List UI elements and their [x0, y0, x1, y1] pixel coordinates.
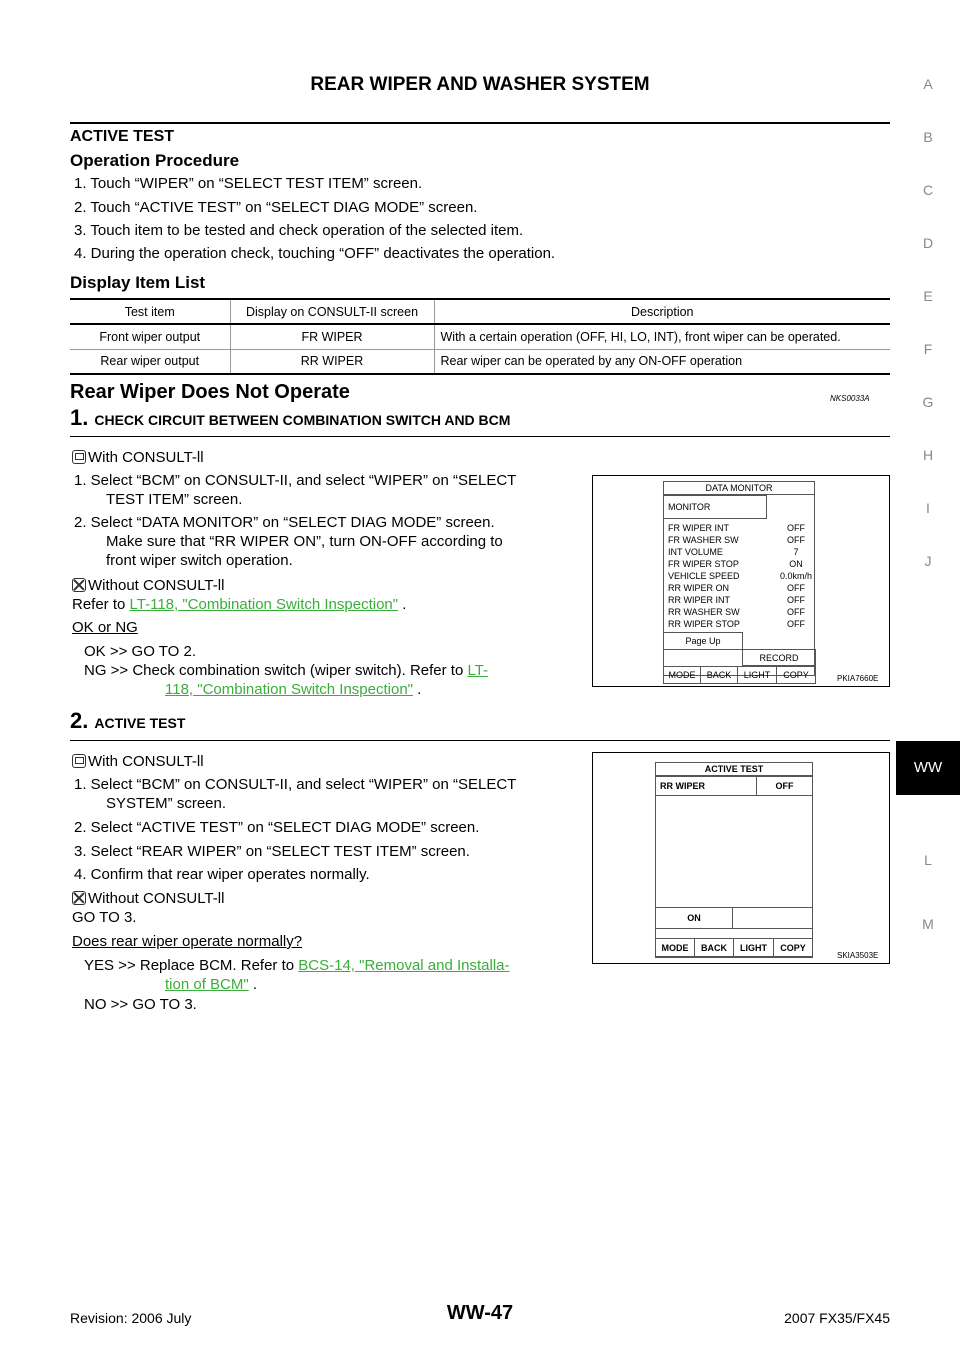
active-test-screen — [655, 762, 813, 957]
rr-wiper-value: OFF — [756, 776, 813, 796]
without-consult-2 — [72, 889, 224, 908]
step-2-heading — [70, 708, 185, 734]
side-index-m[interactable]: M — [922, 916, 934, 932]
monitor-row-label: VEHICLE SPEED — [668, 571, 740, 581]
with-consult-2 — [72, 752, 204, 771]
step2-item-1b: SYSTEM” screen. — [106, 795, 227, 812]
display-item-list-title: Display Item List — [70, 273, 206, 292]
monitor-row — [668, 534, 818, 546]
monitor-row-label: RR WIPER STOP — [668, 619, 740, 629]
figure-id: SKIA3503E — [837, 951, 879, 960]
on-button[interactable]: ON — [655, 907, 733, 929]
goto-3: GO TO 3. — [72, 909, 137, 926]
ng-suffix: . — [413, 681, 422, 698]
step-1-number: 1. — [70, 405, 89, 430]
monitor-row-value: OFF — [787, 523, 805, 533]
step2-item-2: 2. Select “ACTIVE TEST” on “SELECT DIAG MODE” screen. — [74, 819, 480, 836]
monitor-row-value: OFF — [787, 535, 805, 545]
refer-prefix: Refer to — [72, 596, 130, 613]
ng-result — [84, 661, 488, 680]
monitor-row-value: OFF — [787, 583, 805, 593]
procedure-step-2: 2. Touch “ACTIVE TEST” on “SELECT DIAG MODE” screen. — [74, 199, 478, 216]
copy-button[interactable]: COPY — [776, 666, 816, 684]
table-cell: With a certain operation (OFF, HI, LO, INT), front wiper can be operated. — [440, 329, 841, 344]
side-index-b[interactable]: B — [923, 129, 933, 145]
question-label: Does rear wiper operate normally? — [72, 933, 303, 950]
monitor-row — [668, 582, 818, 594]
record-button[interactable]: RECORD — [742, 649, 816, 666]
table-row — [70, 324, 890, 349]
data-monitor-title: DATA MONITOR — [663, 481, 815, 495]
side-index-a[interactable]: A — [923, 76, 933, 92]
copy-button[interactable]: COPY — [773, 938, 813, 958]
monitor-row-label: RR WASHER SW — [668, 607, 740, 617]
back-button[interactable]: BACK — [694, 938, 734, 958]
table-cell: Rear wiper can be operated by any ON-OFF operation — [440, 354, 743, 369]
monitor-row-value: OFF — [787, 607, 805, 617]
refer-line — [72, 595, 406, 614]
active-test-title: ACTIVE TEST — [70, 128, 175, 145]
section-code: NKS0033A — [830, 394, 870, 403]
monitor-row — [668, 606, 818, 618]
yes-suffix: . — [248, 976, 258, 993]
monitor-row — [668, 546, 818, 558]
step-1-rule — [70, 436, 890, 437]
page-up-button[interactable]: Page Up — [663, 632, 743, 650]
footer-revision: Revision: 2006 July — [70, 1310, 192, 1326]
with-consult-label: With CONSULT-ll — [88, 449, 204, 466]
no-result: NO >> GO TO 3. — [84, 996, 197, 1013]
data-monitor-screen — [663, 481, 815, 680]
step-2-label: ACTIVE TEST — [94, 715, 186, 731]
procedure-step-4: 4. During the operation check, touching “OFF” deactivates the operation. — [74, 245, 556, 262]
monitor-row-value: OFF — [787, 595, 805, 605]
monitor-row-value: 0.0km/h — [779, 571, 812, 581]
table-cell: Rear wiper output — [70, 349, 230, 374]
with-consult-label: With CONSULT-ll — [88, 753, 204, 770]
procedure-step-1: 1. Touch “WIPER” on “SELECT TEST ITEM” screen. — [74, 175, 423, 192]
active-test-figure — [592, 752, 890, 964]
consult-screen-icon — [72, 754, 86, 768]
bcs14-link-2[interactable]: tion of BCM" — [165, 976, 249, 993]
no-consult-icon — [72, 578, 86, 592]
monitor-label: MONITOR — [663, 495, 767, 519]
page-header-title: REAR WIPER AND WASHER SYSTEM — [310, 74, 650, 95]
table-header-cell: Test item — [70, 299, 230, 324]
ok-or-ng-label: OK or NG — [72, 619, 138, 636]
consult-screen-icon — [72, 450, 86, 464]
lt118-link[interactable]: LT-118, "Combination Switch Inspection" — [129, 596, 399, 613]
yes-result — [84, 956, 510, 975]
lt118-link-2[interactable]: LT- — [467, 662, 489, 679]
back-button[interactable]: BACK — [700, 666, 738, 684]
step1-item-2b: Make sure that “RR WIPER ON”, turn ON-OFF according to — [106, 533, 503, 550]
monitor-row — [668, 570, 818, 582]
operation-procedure-title: Operation Procedure — [70, 151, 240, 170]
ok-result: OK >> GO TO 2. — [84, 643, 196, 660]
empty-button[interactable] — [732, 907, 813, 929]
light-button[interactable]: LIGHT — [737, 666, 777, 684]
side-index-i[interactable]: I — [926, 500, 930, 516]
lt118-link-3[interactable]: 118, "Combination Switch Inspection" — [165, 681, 414, 698]
without-consult-1 — [72, 576, 224, 595]
monitor-row-value: ON — [789, 559, 803, 569]
monitor-row-label: FR WIPER INT — [668, 523, 729, 533]
no-consult-icon — [72, 891, 86, 905]
monitor-row-label: FR WASHER SW — [668, 535, 739, 545]
side-index-h[interactable]: H — [922, 447, 934, 463]
step1-item-2: 2. Select “DATA MONITOR” on “SELECT DIAG MODE” screen. — [74, 514, 495, 531]
yes-result-2 — [165, 975, 257, 994]
yes-prefix: YES >> Replace BCM. Refer to — [84, 957, 299, 974]
side-index-l[interactable]: L — [924, 852, 932, 868]
step2-item-4: 4. Confirm that rear wiper operates normally. — [74, 866, 370, 883]
side-index-c[interactable]: C — [922, 182, 934, 198]
active-test-screen-title: ACTIVE TEST — [655, 762, 813, 776]
step-2-number: 2. — [70, 708, 89, 733]
header-rule — [70, 122, 890, 124]
ng-prefix: NG >> Check combination switch (wiper switch). Refer to — [84, 662, 468, 679]
table-row — [70, 349, 890, 374]
monitor-row — [668, 558, 818, 570]
data-monitor-figure — [592, 475, 890, 687]
monitor-row-value: OFF — [787, 619, 805, 629]
refer-suffix: . — [398, 596, 407, 613]
monitor-row-label: RR WIPER INT — [668, 595, 730, 605]
step-1-label: CHECK CIRCUIT BETWEEN COMBINATION SWITCH AND BCM — [94, 412, 511, 428]
step-1-heading — [70, 405, 510, 431]
monitor-row-label: RR WIPER ON — [668, 583, 730, 593]
step-2-rule — [70, 740, 890, 741]
monitor-row — [668, 594, 818, 606]
step1-item-1: 1. Select “BCM” on CONSULT-II, and select “WIPER” on “SELECT — [74, 472, 517, 489]
side-index-ww-active[interactable]: WW — [896, 741, 960, 795]
side-index-j[interactable]: J — [924, 553, 932, 569]
figure-id: PKIA7660E — [837, 674, 879, 683]
mode-button[interactable]: MODE — [655, 938, 695, 958]
display-item-table — [70, 298, 890, 375]
step2-item-1: 1. Select “BCM” on CONSULT-II, and select “WIPER” on “SELECT — [74, 776, 517, 793]
footer-model: 2007 FX35/FX45 — [784, 1310, 890, 1326]
rear-wiper-title: Rear Wiper Does Not Operate — [70, 381, 350, 403]
bcs14-link[interactable]: BCS-14, "Removal and Installa- — [298, 957, 510, 974]
step1-item-1b: TEST ITEM” screen. — [106, 491, 243, 508]
side-index-g[interactable]: G — [922, 394, 934, 410]
table-header-cell: Display on CONSULT-II screen — [230, 299, 434, 324]
side-index-f[interactable]: F — [923, 341, 933, 357]
step2-item-3: 3. Select “REAR WIPER” on “SELECT TEST ITEM” screen. — [74, 843, 470, 860]
light-button[interactable]: LIGHT — [733, 938, 774, 958]
without-consult-label: Without CONSULT-ll — [88, 577, 225, 594]
ng-result-2 — [165, 680, 421, 699]
side-index-e[interactable]: E — [923, 288, 933, 304]
monitor-row — [668, 618, 818, 630]
footer-page-number: WW-47 — [446, 1302, 514, 1324]
table-cell: RR WIPER — [230, 349, 434, 374]
monitor-row-label: INT VOLUME — [668, 547, 723, 557]
side-index-d[interactable]: D — [922, 235, 934, 251]
without-consult-label: Without CONSULT-ll — [88, 890, 225, 907]
table-header-cell: Description — [630, 304, 694, 319]
table-cell: Front wiper output — [70, 324, 230, 349]
monitor-row-value: 7 — [793, 547, 799, 557]
step1-item-2c: front wiper switch operation. — [106, 552, 293, 569]
rr-wiper-item: RR WIPER — [655, 776, 757, 796]
monitor-row-label: FR WIPER STOP — [668, 559, 739, 569]
monitor-row — [668, 522, 818, 534]
procedure-step-3: 3. Touch item to be tested and check operation of the selected item. — [74, 222, 524, 239]
with-consult-1 — [72, 448, 204, 467]
table-header-row — [70, 299, 890, 324]
table-cell: FR WIPER — [230, 324, 434, 349]
mode-button[interactable]: MODE — [663, 666, 701, 684]
